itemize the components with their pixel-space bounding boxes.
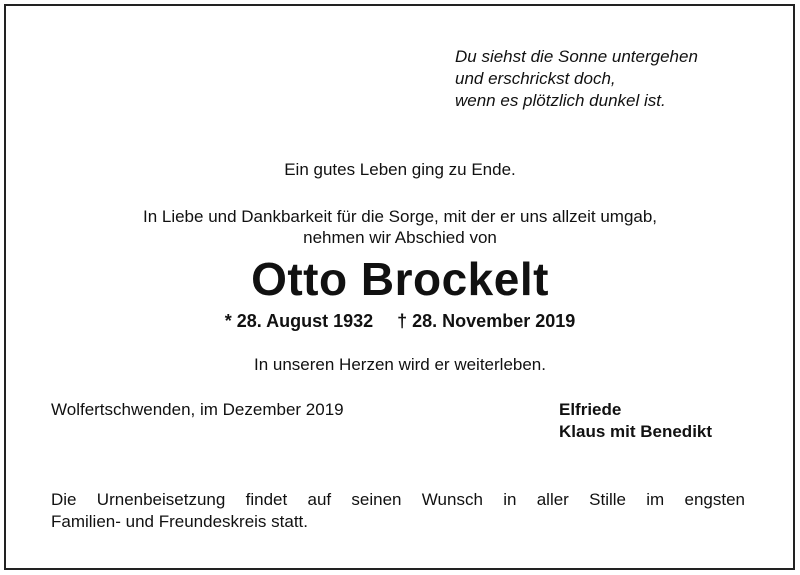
death-date: † 28. November 2019 (397, 311, 576, 331)
place-date: Wolfertschwenden, im Dezember 2019 (51, 400, 344, 419)
poem-line: Du siehst die Sonne untergehen (455, 47, 698, 66)
burial-notice (51, 489, 745, 533)
poem (455, 46, 698, 112)
burial-line: Familien- und Freundeskreis statt. (51, 512, 308, 531)
intro-text: Ein gutes Leben ging zu Ende. (284, 160, 516, 179)
family-signature (559, 399, 712, 443)
family-member: Klaus mit Benedikt (559, 422, 713, 441)
family-member: Elfriede (559, 400, 622, 419)
farewell-text: nehmen wir Abschied von (303, 228, 497, 247)
birth-date: * 28. August 1932 (224, 311, 374, 331)
poem-line: und erschrickst doch, (455, 69, 616, 88)
poem-line: wenn es plötzlich dunkel ist. (455, 91, 666, 110)
life-dates (0, 309, 800, 333)
remembrance-text: In unseren Herzen wird er weiterleben. (254, 355, 546, 374)
deceased-name: Otto Brockelt (251, 253, 549, 305)
burial-line: Die Urnenbeisetzung findet auf seinen Wunsch in aller Stille im engsten (51, 490, 745, 509)
thanks-text: In Liebe und Dankbarkeit für die Sorge, mit der er uns allzeit umgab, (142, 207, 658, 226)
